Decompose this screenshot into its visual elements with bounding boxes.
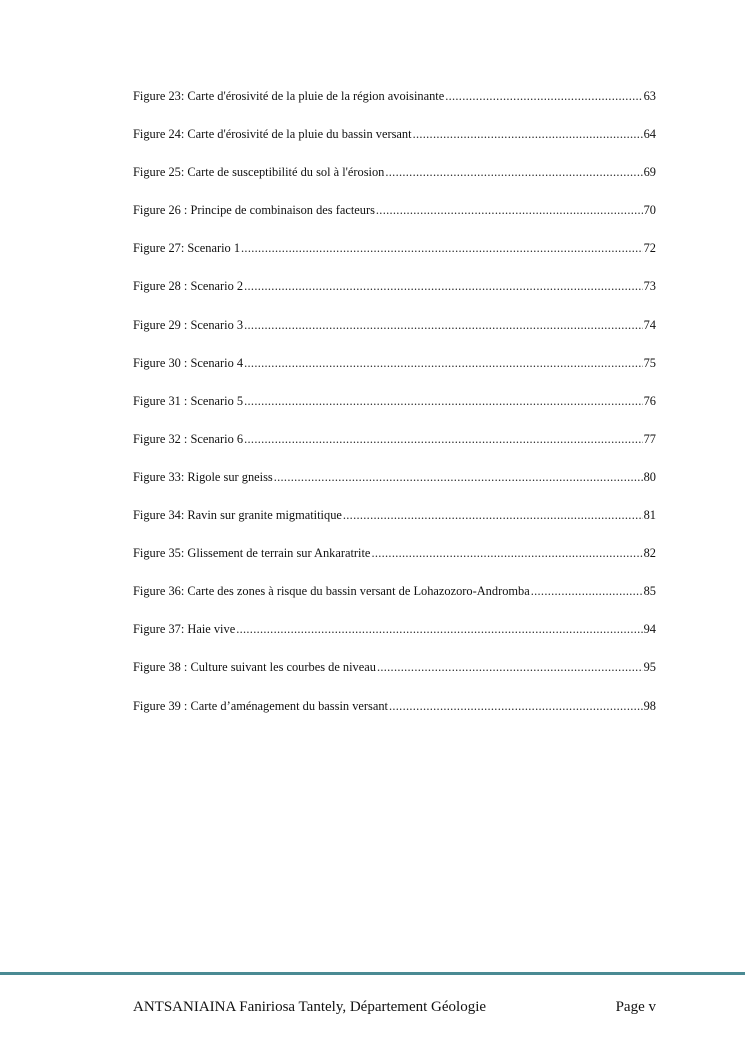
page-footer <box>133 997 656 1017</box>
toc-entry-label: Figure 27: Scenario 1 <box>133 241 241 256</box>
toc-entry-label: Figure 32 : Scenario 6 <box>133 431 244 446</box>
toc-entry[interactable] <box>133 124 656 162</box>
toc-entry-label: Figure 33: Rigole sur gneiss <box>133 469 273 484</box>
toc-dot-leader <box>241 238 643 258</box>
toc-entry-page: 63 <box>643 89 656 103</box>
toc-entry-page: 82 <box>643 546 656 561</box>
toc-entry-page: 73 <box>643 279 656 294</box>
toc-entry[interactable] <box>133 315 656 353</box>
toc-dot-leader <box>371 543 642 563</box>
toc-dot-leader <box>244 353 642 373</box>
toc-entry[interactable] <box>133 162 656 200</box>
toc-dot-leader <box>236 619 642 639</box>
toc-entry-label: Figure 30 : Scenario 4 <box>133 355 244 370</box>
toc-entry-page: 76 <box>643 393 656 408</box>
toc-entry[interactable] <box>133 505 656 543</box>
toc-entry[interactable] <box>133 619 656 657</box>
toc-entry-page: 64 <box>643 127 656 142</box>
toc-entry-label: Figure 35: Glissement de terrain sur Ankaratrite <box>133 546 371 561</box>
toc-entry-page: 94 <box>643 622 656 637</box>
toc-entry-label: Figure 37: Haie vive <box>133 622 236 637</box>
toc-entry[interactable] <box>133 276 656 314</box>
toc-dot-leader <box>244 276 642 296</box>
toc-entry-page: 70 <box>643 203 656 218</box>
toc-entry[interactable] <box>133 543 656 581</box>
toc-entry-label: Figure 39 : Carte d’aménagement du bassin versant <box>133 698 388 713</box>
toc-dot-leader <box>389 696 643 716</box>
toc-entry[interactable] <box>133 86 656 124</box>
toc-entry-page: 77 <box>643 431 656 446</box>
toc-dot-leader <box>343 505 643 525</box>
toc-entry[interactable] <box>133 657 656 695</box>
toc-entry[interactable] <box>133 467 656 505</box>
footer-divider <box>0 972 745 975</box>
toc-entry[interactable] <box>133 200 656 238</box>
toc-entry-page: 72 <box>643 241 656 256</box>
toc-dot-leader <box>274 467 643 487</box>
footer-author: ANTSANIAINA Faniriosa Tantely, Département Géologie <box>133 999 487 1015</box>
toc-entry-page: 69 <box>643 165 656 180</box>
toc-entry-page: 75 <box>643 355 656 370</box>
toc-entry-label: Figure 25: Carte de susceptibilité du sol à l'érosion <box>133 165 385 180</box>
toc-entry-page: 74 <box>643 317 656 332</box>
toc-entry[interactable] <box>133 238 656 276</box>
toc-entry-label: Figure 29 : Scenario 3 <box>133 317 244 332</box>
footer-page-number: Page v <box>615 999 656 1015</box>
toc-entry-label: Figure 24: Carte d'érosivité de la pluie du bassin versant <box>133 127 412 142</box>
toc-entry-label: Figure 38 : Culture suivant les courbes de niveau <box>133 660 376 675</box>
toc-dot-leader <box>244 391 642 411</box>
toc-entry[interactable] <box>133 581 656 619</box>
toc-dot-leader <box>385 162 642 182</box>
toc-entry-page: 95 <box>643 660 656 675</box>
toc-dot-leader <box>377 657 643 677</box>
toc-dot-leader <box>413 124 643 144</box>
toc-dot-leader <box>244 429 642 449</box>
toc-entry[interactable] <box>133 429 656 467</box>
toc-dot-leader <box>531 581 643 601</box>
toc-entry-label: Figure 34: Ravin sur granite migmatitique <box>133 508 342 523</box>
toc-entry-page: 81 <box>643 508 656 523</box>
toc-entry-page: 85 <box>643 584 656 599</box>
table-of-figures <box>133 86 656 734</box>
toc-dot-leader <box>445 86 642 106</box>
toc-dot-leader <box>244 315 642 335</box>
toc-entry-page: 80 <box>643 469 656 484</box>
toc-entry[interactable] <box>133 696 656 734</box>
toc-entry-page: 98 <box>643 698 656 713</box>
toc-entry[interactable] <box>133 391 656 429</box>
toc-dot-leader <box>376 200 643 220</box>
toc-entry-label: Figure 26 : Principe de combinaison des facteurs <box>133 203 375 218</box>
toc-entry-label: Figure 28 : Scenario 2 <box>133 279 244 294</box>
toc-entry[interactable] <box>133 353 656 391</box>
toc-entry-label: Figure 36: Carte des zones à risque du bassin versant de Lohazozoro-Andromba <box>133 584 530 599</box>
toc-entry-label: Figure 23: Carte d'érosivité de la pluie de la région avoisinante <box>133 89 445 103</box>
toc-entry-label: Figure 31 : Scenario 5 <box>133 393 244 408</box>
